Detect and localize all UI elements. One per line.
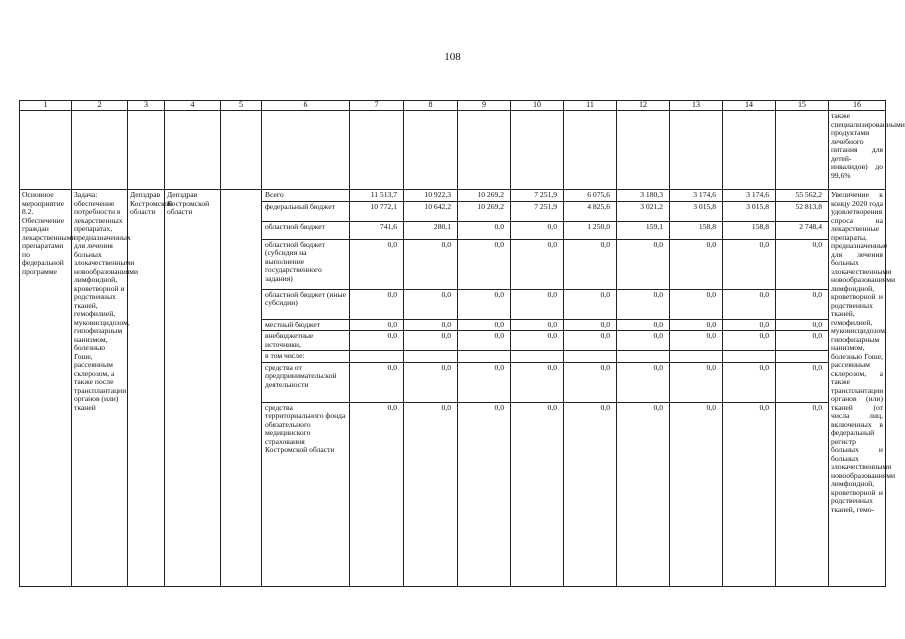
value-cell: 0,0 (511, 362, 564, 402)
value-cell: 0,0 (564, 331, 617, 351)
value-cell: 0,0 (511, 289, 564, 319)
value-cell: 0,0 (670, 289, 723, 319)
value-cell: 0,0 (670, 362, 723, 402)
header-cell: 8 (404, 101, 458, 111)
program-table (19, 100, 905, 587)
value-cell: 741,6 (350, 221, 404, 239)
value-cell: 0,0 (564, 289, 617, 319)
source-label: областной бюджет (субсидия на выполнение государственного задания) (262, 239, 350, 289)
header-cell: 12 (617, 101, 670, 111)
header-cell: 6 (262, 101, 350, 111)
value-cell: 3 174,6 (723, 190, 776, 202)
source-label: внебюджетные источники, (262, 331, 350, 351)
value-cell: 0,0 (670, 402, 723, 587)
header-cell: 10 (511, 101, 564, 111)
value-cell: 3 015,8 (723, 201, 776, 221)
value-cell: 0,0 (511, 402, 564, 587)
header-cell: 2 (72, 101, 128, 111)
continuation-note: также специализированными продуктами лечебного питания для детей-инвалидов) до 99,6% (829, 111, 886, 190)
value-cell (776, 351, 829, 363)
value-cell: 0,0 (776, 402, 829, 587)
header-cell: 9 (458, 101, 511, 111)
value-cell: 0,0 (458, 289, 511, 319)
value-cell: 0,0 (564, 239, 617, 289)
header-cell: 11 (564, 101, 617, 111)
value-cell: 0,0 (511, 319, 564, 331)
table-row (20, 190, 886, 202)
value-cell: 0,0 (723, 239, 776, 289)
value-cell: 0,0 (404, 362, 458, 402)
value-cell: 0,0 (404, 331, 458, 351)
value-cell: 3 015,8 (670, 201, 723, 221)
value-cell: 1 250,0 (564, 221, 617, 239)
value-cell (350, 351, 404, 363)
value-cell: 0,0 (617, 239, 670, 289)
value-cell: 158,8 (670, 221, 723, 239)
value-cell: 0,0 (458, 402, 511, 587)
value-cell: 0,0 (776, 239, 829, 289)
value-cell: 3 021,2 (617, 201, 670, 221)
header-cell: 4 (165, 101, 221, 111)
measure-name: Основное мероприятие 8.2. Обеспечение граждан лекарственными препаратами по федеральной программе (20, 190, 72, 587)
value-cell: 7 251,9 (511, 190, 564, 202)
value-cell: 0,0 (670, 319, 723, 331)
source-label: Всего (262, 190, 350, 202)
header-cell: 13 (670, 101, 723, 111)
header-row (20, 101, 886, 111)
value-cell: 4 825,6 (564, 201, 617, 221)
value-cell: 0,0 (723, 289, 776, 319)
value-cell: 0,0 (404, 239, 458, 289)
continuation-row (20, 111, 886, 190)
header-cell: 16 (829, 101, 886, 111)
value-cell: 0,0 (776, 331, 829, 351)
source-label: в том числе: (262, 351, 350, 363)
value-cell: 0,0 (776, 289, 829, 319)
measure-col5 (221, 190, 262, 587)
measure-task: Задача: обеспечение потребности в лекарственных препаратах, предназначенных для лечения больных злокачественными новообразованиями лимфоидной, кроветворной и родственных тканей, гемофилией, муковисцидозом, гипофизарным нанизмом, болезнью Гоше, рассеянным склерозом, а также после трансплантации органов (или) тканей (72, 190, 128, 587)
header-cell: 1 (20, 101, 72, 111)
source-label: средства от предпринимательской деятельности (262, 362, 350, 402)
value-cell: 7 251,9 (511, 201, 564, 221)
source-label: местный бюджет (262, 319, 350, 331)
value-cell: 11 513,7 (350, 190, 404, 202)
value-cell: 6 075,6 (564, 190, 617, 202)
value-cell: 0,0 (564, 319, 617, 331)
value-cell: 0,0 (617, 319, 670, 331)
value-cell: 0,0 (670, 331, 723, 351)
value-cell (670, 351, 723, 363)
value-cell: 2 748,4 (776, 221, 829, 239)
source-label: средства территориального фонда обязательного медицинского страхования Костромской области (262, 402, 350, 587)
value-cell: 0,0 (723, 331, 776, 351)
value-cell: 55 562,2 (776, 190, 829, 202)
value-cell: 0,0 (617, 402, 670, 587)
source-label: федеральный бюджет (262, 201, 350, 221)
value-cell: 0,0 (458, 331, 511, 351)
value-cell (617, 351, 670, 363)
value-cell: 0,0 (350, 289, 404, 319)
source-label: областной бюджет (иные субсидии) (262, 289, 350, 319)
value-cell: 0,0 (350, 362, 404, 402)
value-cell: 0,0 (776, 362, 829, 402)
value-cell: 0,0 (404, 402, 458, 587)
value-cell: 0,0 (458, 221, 511, 239)
header-cell: 5 (221, 101, 262, 111)
value-cell: 0,0 (617, 331, 670, 351)
value-cell: 10 269,2 (458, 201, 511, 221)
value-cell: 0,0 (458, 319, 511, 331)
value-cell: 0,0 (350, 239, 404, 289)
value-cell (404, 351, 458, 363)
value-cell: 0,0 (670, 239, 723, 289)
value-cell (458, 351, 511, 363)
value-cell: 0,0 (617, 362, 670, 402)
value-cell (511, 351, 564, 363)
measure-coexecutor: Депздрав Костромской области (165, 190, 221, 587)
value-cell: 0,0 (617, 289, 670, 319)
value-cell: 0,0 (511, 331, 564, 351)
value-cell: 0,0 (350, 402, 404, 587)
value-cell (723, 351, 776, 363)
value-cell: 0,0 (511, 221, 564, 239)
value-cell: 10 922,3 (404, 190, 458, 202)
value-cell: 0,0 (564, 402, 617, 587)
value-cell: 0,0 (404, 319, 458, 331)
value-cell: 10 772,1 (350, 201, 404, 221)
value-cell: 10 269,2 (458, 190, 511, 202)
value-cell: 0,0 (458, 239, 511, 289)
value-cell: 280,1 (404, 221, 458, 239)
value-cell: 0,0 (404, 289, 458, 319)
value-cell: 0,0 (511, 239, 564, 289)
header-cell: 15 (776, 101, 829, 111)
header-cell: 3 (128, 101, 165, 111)
value-cell: 0,0 (776, 319, 829, 331)
value-cell (564, 351, 617, 363)
value-cell: 0,0 (458, 362, 511, 402)
value-cell: 0,0 (564, 362, 617, 402)
page-number: 108 (444, 51, 461, 63)
value-cell: 0,0 (723, 362, 776, 402)
value-cell: 3 174,6 (670, 190, 723, 202)
value-cell: 0,0 (350, 319, 404, 331)
value-cell: 158,8 (723, 221, 776, 239)
value-cell: 0,0 (723, 319, 776, 331)
value-cell: 0,0 (350, 331, 404, 351)
measure-executor: Депздрав Костромской области (128, 190, 165, 587)
value-cell: 3 180,3 (617, 190, 670, 202)
value-cell: 159,1 (617, 221, 670, 239)
value-cell: 10 642,2 (404, 201, 458, 221)
header-cell: 7 (350, 101, 404, 111)
source-label: областной бюджет (262, 221, 350, 239)
measure-result: Увеличение к концу 2020 года удовлетворения спроса на лекарственные препараты, предназначенные для лечения больных злокачественными новообразованиями лимфоидной, кроветворной и родственных тканей, гемофилией, муковисцидозом, гипофизарным нанизмом, болезнью Гоше, рассеянным склерозом, а также трансплантации органов (или) тканей (от числа лиц, включенных в федеральный регистр больных и больных злокачественными новообразованиями лимфоидной, кроветворной и родственных тканей, гемо- (829, 190, 886, 587)
value-cell: 52 813,8 (776, 201, 829, 221)
value-cell: 0,0 (723, 402, 776, 587)
header-cell: 14 (723, 101, 776, 111)
